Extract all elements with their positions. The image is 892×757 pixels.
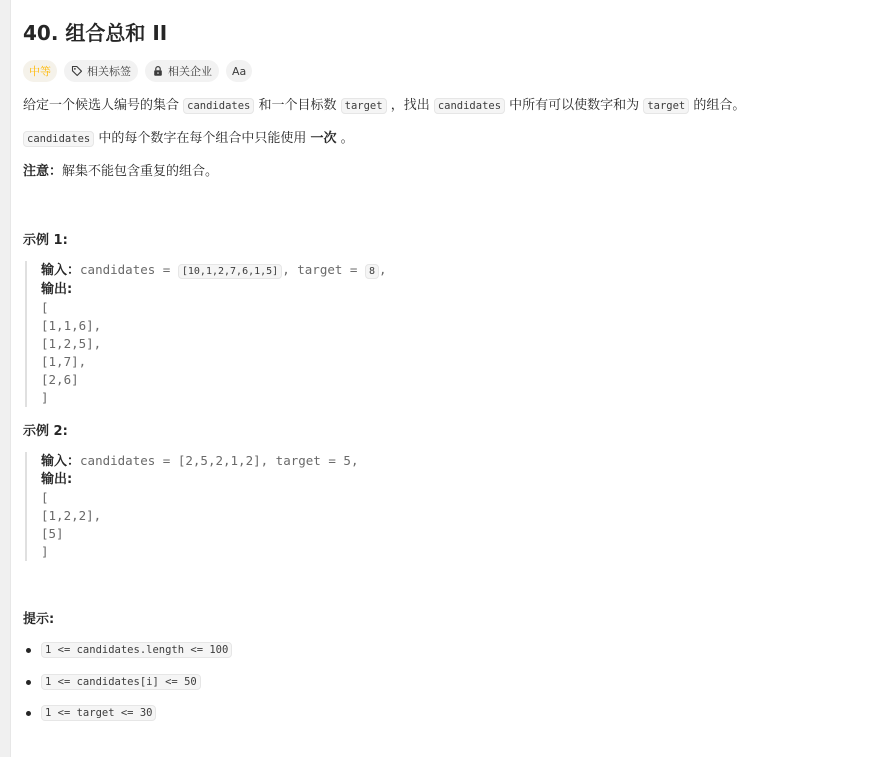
code-candidates: candidates: [183, 98, 254, 114]
panel-edge: [0, 0, 11, 757]
related-companies-label: 相关企业: [168, 65, 212, 78]
output-line: [1,1,6],: [41, 318, 102, 333]
text: ，找出: [386, 98, 434, 113]
text: 和一个目标数: [254, 98, 341, 113]
problem-title[interactable]: 40. 组合总和 II: [23, 21, 168, 45]
font-settings-button[interactable]: [226, 60, 252, 82]
related-companies-button[interactable]: [145, 60, 219, 82]
output-label: 输出:: [41, 282, 73, 297]
tag-row: [23, 60, 252, 82]
input-label: 输入：: [41, 454, 81, 469]
font-icon: Aa: [232, 64, 247, 78]
code-candidates: candidates: [23, 131, 94, 147]
related-tags-label: 相关标签: [87, 65, 131, 78]
note-label: 注意：: [23, 164, 63, 179]
example-1-block: [25, 261, 387, 407]
output-label: 输出:: [41, 472, 73, 487]
text: 中所有可以使数字和为: [505, 98, 644, 113]
text: 给定一个候选人编号的集合: [23, 98, 184, 113]
difficulty-badge: 中等: [23, 60, 57, 82]
code-candidates: candidates: [434, 98, 505, 114]
output-line: [5]: [41, 526, 64, 541]
text: 。: [336, 131, 354, 146]
code-target: target: [341, 98, 387, 114]
output-line: [1,2,2],: [41, 508, 102, 523]
example-1-input: [41, 261, 387, 281]
constraint-code: 1 <= candidates.length <= 100: [41, 642, 232, 658]
code-target-value: 8: [365, 264, 379, 279]
output-line: ]: [41, 544, 49, 559]
tag-icon: [71, 65, 83, 77]
output-line: [: [41, 490, 49, 505]
output-line: [1,7],: [41, 354, 87, 369]
text: candidates = [2,5,2,1,2], target = 5,: [80, 453, 359, 468]
emphasis-once: 一次: [310, 131, 337, 146]
list-item: [23, 705, 156, 721]
input-label: 输入：: [41, 263, 81, 278]
text: , target =: [282, 262, 365, 277]
output-line: ]: [41, 390, 49, 405]
output-line: [2,6]: [41, 372, 79, 387]
bullet-icon: [26, 711, 31, 716]
example-2-title: 示例 2:: [23, 424, 68, 439]
text: ,: [379, 262, 387, 277]
list-item: [23, 642, 232, 658]
note-text: 解集不能包含重复的组合。: [62, 164, 219, 179]
example-2-block: [25, 452, 358, 561]
related-tags-button[interactable]: [64, 60, 138, 82]
text: candidates =: [80, 262, 178, 277]
output-line: [1,2,5],: [41, 336, 102, 351]
example-1-title: 示例 1:: [23, 233, 68, 248]
note-paragraph: [23, 163, 218, 181]
bullet-icon: [26, 680, 31, 685]
bullet-icon: [26, 648, 31, 653]
example-2-input: [41, 452, 358, 471]
description-paragraph-2: [23, 130, 354, 148]
hints-title: 提示:: [23, 612, 55, 627]
code-target: target: [643, 98, 689, 114]
lock-icon: [152, 65, 164, 77]
list-item: [23, 674, 201, 690]
text: 的组合。: [689, 98, 746, 113]
text: 中的每个数字在每个组合中只能使用: [94, 131, 311, 146]
constraint-code: 1 <= target <= 30: [41, 705, 156, 721]
code-array: [10,1,2,7,6,1,5]: [178, 264, 282, 279]
constraint-code: 1 <= candidates[i] <= 50: [41, 674, 201, 690]
output-line: [: [41, 300, 49, 315]
description-paragraph-1: [23, 97, 745, 115]
